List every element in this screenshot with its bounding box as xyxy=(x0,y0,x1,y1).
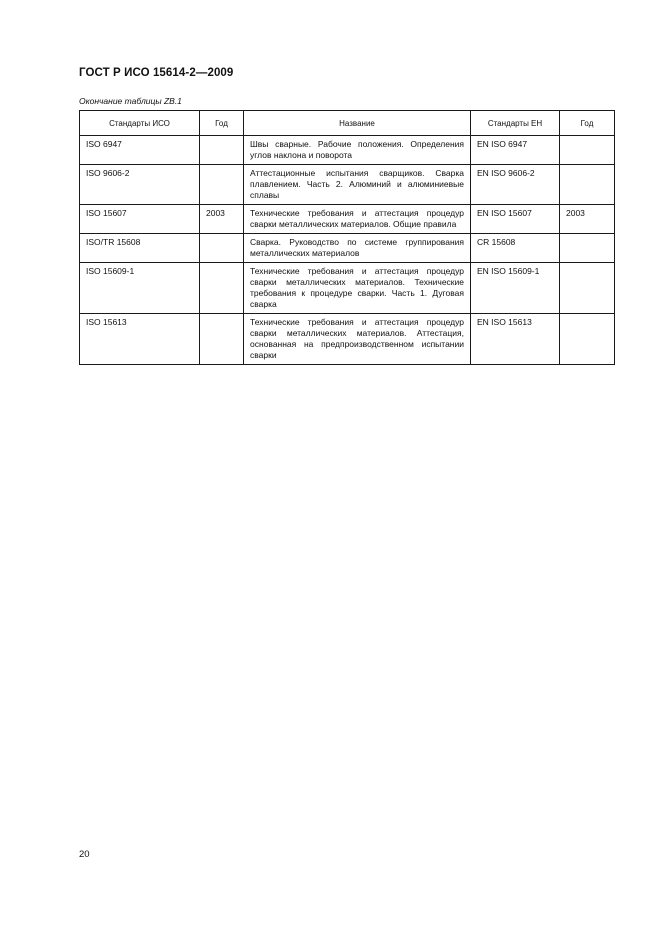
table-row xyxy=(80,136,615,165)
cell-iso-year xyxy=(200,136,244,165)
cell-iso-standard: ISO 6947 xyxy=(80,136,200,165)
cell-iso-standard: ISO 9606-2 xyxy=(80,165,200,205)
cell-en-year xyxy=(560,136,615,165)
table-caption: Окончание таблицы ZB.1 xyxy=(79,96,182,106)
cell-iso-year xyxy=(200,234,244,263)
column-header-name: Название xyxy=(244,111,471,136)
cell-iso-standard: ISO 15613 xyxy=(80,314,200,365)
table-header-row xyxy=(80,111,615,136)
cell-en-year xyxy=(560,165,615,205)
cell-en-year xyxy=(560,314,615,365)
cell-en-standard: EN ISO 15613 xyxy=(471,314,560,365)
cell-iso-year xyxy=(200,165,244,205)
table-row xyxy=(80,263,615,314)
cell-en-standard: EN ISO 6947 xyxy=(471,136,560,165)
table-row xyxy=(80,205,615,234)
column-header-iso-year: Год xyxy=(200,111,244,136)
column-header-iso-standards: Стандарты ИСО xyxy=(80,111,200,136)
table-row xyxy=(80,234,615,263)
cell-en-standard: EN ISO 15609-1 xyxy=(471,263,560,314)
cell-name: Сварка. Руководство по системе группирования металлических материалов xyxy=(244,234,471,263)
cell-iso-year xyxy=(200,314,244,365)
page-number: 20 xyxy=(79,849,90,860)
cell-en-year: 2003 xyxy=(560,205,615,234)
cell-iso-year: 2003 xyxy=(200,205,244,234)
cell-iso-year xyxy=(200,263,244,314)
cell-name: Швы сварные. Рабочие положения. Определения углов наклона и поворота xyxy=(244,136,471,165)
cell-name: Технические требования и аттестация процедур сварки металлических материалов. Общие правила xyxy=(244,205,471,234)
cell-en-standard: EN ISO 15607 xyxy=(471,205,560,234)
table-row xyxy=(80,314,615,365)
cell-iso-standard: ISO/TR 15608 xyxy=(80,234,200,263)
standards-table xyxy=(79,110,615,365)
cell-en-standard: CR 15608 xyxy=(471,234,560,263)
cell-iso-standard: ISO 15609-1 xyxy=(80,263,200,314)
cell-name: Технические требования и аттестация процедур сварки металлических материалов. Аттестация, основанная на предпроизводственном испытании сварки xyxy=(244,314,471,365)
cell-iso-standard: ISO 15607 xyxy=(80,205,200,234)
document-title: ГОСТ Р ИСО 15614-2—2009 xyxy=(79,67,234,79)
cell-name: Аттестационные испытания сварщиков. Сварка плавлением. Часть 2. Алюминий и алюминиевые сплавы xyxy=(244,165,471,205)
cell-en-standard: EN ISO 9606-2 xyxy=(471,165,560,205)
cell-en-year xyxy=(560,263,615,314)
cell-name: Технические требования и аттестация процедур сварки металлических материалов. Технические требования к процедуре сварки. Часть 1. Дуговая сварка xyxy=(244,263,471,314)
table-row xyxy=(80,165,615,205)
cell-en-year xyxy=(560,234,615,263)
column-header-en-standards: Стандарты ЕН xyxy=(471,111,560,136)
column-header-en-year: Год xyxy=(560,111,615,136)
